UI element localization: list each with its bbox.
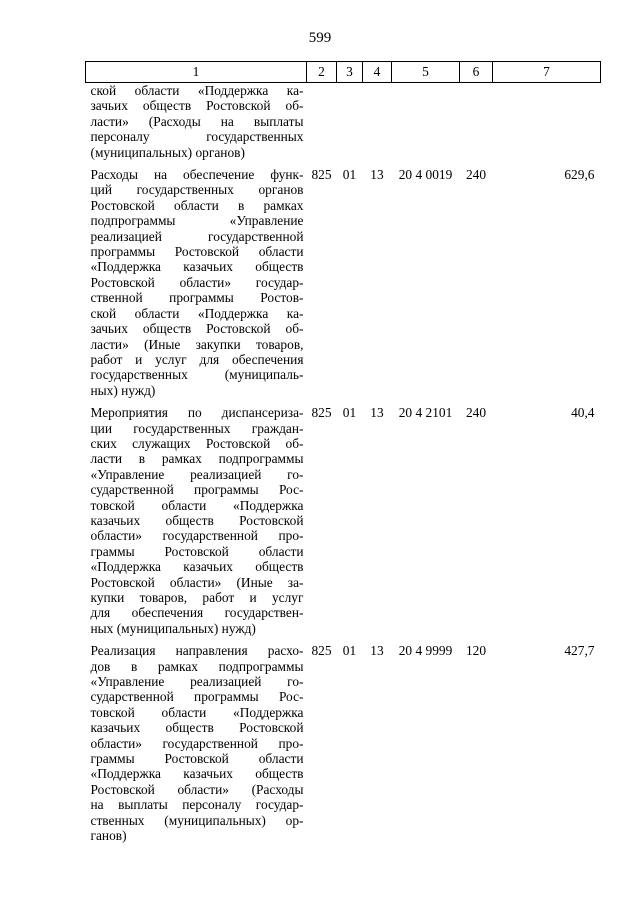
header-row [86,62,601,83]
description-line: «Поддержка казачьих обществ [90,559,304,575]
description-line: программы Ростовской области [90,244,304,260]
description-line: государственных (муниципаль- [90,367,304,383]
row-description [86,167,307,405]
description-line: «Поддержка казачьих обществ [90,766,304,782]
header-col-3: 3 [337,62,363,83]
description-line: Ростовской области» государ- [90,274,304,290]
description-line: сударственной программы Рос- [90,689,304,705]
description-line: подпрограммы «Управление [90,213,304,229]
description-line: товской области «Поддержка [90,497,304,513]
description-line: ласти в рамках подпрограммы [90,451,304,467]
description-line: граммы Ростовской области [90,543,304,559]
row-description [86,643,307,850]
description-line: ских служащих Ростовской об- [90,435,304,451]
description-line: ций государственных органов [90,182,304,198]
description-line: Расходы на обеспечение функ- [90,167,304,183]
table-body [86,83,601,851]
description-line: на выплаты персоналу государ- [90,797,304,813]
row-section: 01 [342,405,357,421]
description-line: зачьих обществ Ростовской об- [90,98,304,114]
row-expense-type: 120 [465,643,487,659]
row-amount: 629,6 [564,167,595,183]
description-line: «Поддержка казачьих обществ [90,259,304,275]
description-line: ных (муниципальных) нужд) [90,620,256,636]
row-subsection [363,83,392,168]
row-target-article [392,83,460,168]
description-line: ласти» (Иные закупки товаров, [90,336,304,352]
budget-table [85,61,601,851]
description-line: Ростовской области в рамках [90,197,304,213]
description-line: для обеспечения государствен- [90,605,304,621]
table-header [86,62,601,83]
row-expense-type: 240 [465,167,487,183]
description-line: казачьих обществ Ростовской [90,720,304,736]
description-line: ственных (муниципальных) ор- [90,812,304,828]
row-amount: 40,4 [571,405,595,421]
row-expense-type: 240 [465,405,487,421]
row-target-article: 20 4 9999 [398,643,453,659]
description-line: ской области «Поддержка ка- [90,305,304,321]
row-subsection: 13 [370,405,384,421]
row-subsection: 13 [370,643,384,659]
description-line: сударственной программы Рос- [90,482,304,498]
row-section: 01 [342,643,357,659]
description-line: купки товаров, работ и услуг [90,590,304,605]
page-number: 599 [308,30,332,46]
description-line: Реализация направления расхо- [90,643,304,659]
table-row [86,167,601,405]
description-line: Мероприятия по диспансериза- [90,405,304,421]
row-section: 01 [342,167,357,183]
header-col-6: 6 [460,62,493,83]
description-line: ции государственных граждан- [90,420,304,436]
description-line: персоналу государственных [90,129,304,145]
row-amount: 427,7 [564,643,595,659]
row-expense-type [460,83,493,168]
header-col-2: 2 [307,62,337,83]
description-line: дов в рамках подпрограммы [90,658,304,674]
row-target-article: 20 4 2101 [398,405,453,421]
header-col-1: 1 [86,62,307,83]
row-amount [493,83,601,168]
row-description [86,83,307,168]
description-line: области» государственной про- [90,528,304,544]
description-line: казачьих обществ Ростовской [90,512,304,528]
header-col-5: 5 [392,62,460,83]
description-line: ской области «Поддержка ка- [90,83,304,98]
description-line: (муниципальных) органов) [90,144,245,160]
row-target-article: 20 4 0019 [398,167,453,183]
row-description [86,405,307,643]
row-subsection: 13 [370,167,384,183]
row-admin-code: 825 [311,167,332,183]
description-line: ных) нужд) [90,382,156,398]
description-line: ласти» (Расходы на выплаты [90,113,304,129]
description-line: работ и услуг для обеспечения [90,351,304,367]
description-line: «Управление реализацией го- [90,674,304,690]
description-line: граммы Ростовской области [90,751,304,767]
description-line: Ростовской области» (Расходы [90,781,304,797]
header-col-4: 4 [363,62,392,83]
table-row [86,643,601,850]
description-line: реализацией государственной [90,228,304,244]
row-admin-code: 825 [311,643,332,659]
header-col-7: 7 [493,62,601,83]
description-line: товской области «Поддержка [90,704,304,720]
description-line: зачьих обществ Ростовской об- [90,321,304,337]
row-section [337,83,363,168]
row-admin-code: 825 [311,405,332,421]
table-row [86,83,601,168]
description-line: «Управление реализацией го- [90,466,304,482]
description-line: ганов) [90,828,127,844]
table-row [86,405,601,643]
description-line: ственной программы Ростов- [90,290,304,306]
description-line: Ростовской области» (Иные за- [90,574,304,590]
row-admin-code [307,83,337,168]
description-line: области» государственной про- [90,735,304,751]
